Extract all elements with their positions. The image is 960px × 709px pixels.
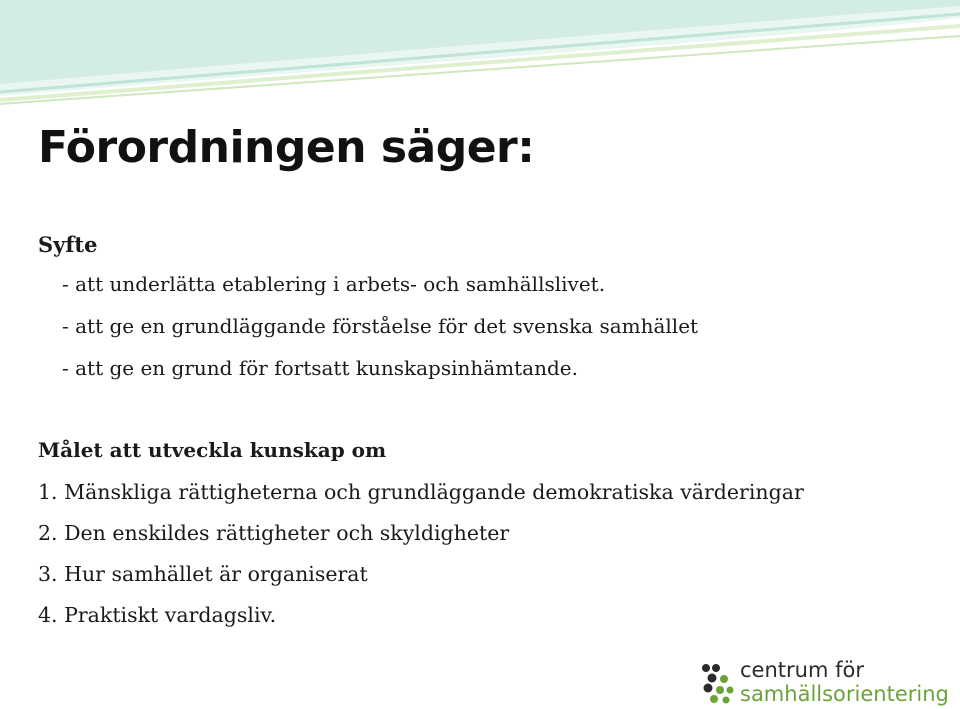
syfte-heading: Syfte [38,232,98,257]
goal-item-2: 2. Den enskildes rättigheter och skyldigheter [38,521,510,545]
syfte-line-1: - att underlätta etablering i arbets- och samhällslivet. [62,272,606,296]
logo [700,656,949,708]
header-swoosh-decoration [0,0,960,110]
logo-text [740,658,949,706]
page-title: Förordningen säger: [38,122,535,173]
logo-line-1: centrum för [740,658,864,682]
goal-item-4: 4. Praktiskt vardagsliv. [38,603,277,627]
syfte-line-2: - att ge en grundläggande förståelse för det svenska samhället [62,314,699,338]
malet-heading: Målet att utveckla kunskap om [38,438,387,462]
logo-dots-icon [700,662,734,704]
logo-line-2: samhällsorientering [740,682,949,706]
syfte-line-3: - att ge en grund för fortsatt kunskapsinhämtande. [62,356,578,380]
goal-item-1: 1. Mänskliga rättigheterna och grundläggande demokratiska värderingar [38,480,804,504]
goal-item-3: 3. Hur samhället är organiserat [38,562,368,586]
